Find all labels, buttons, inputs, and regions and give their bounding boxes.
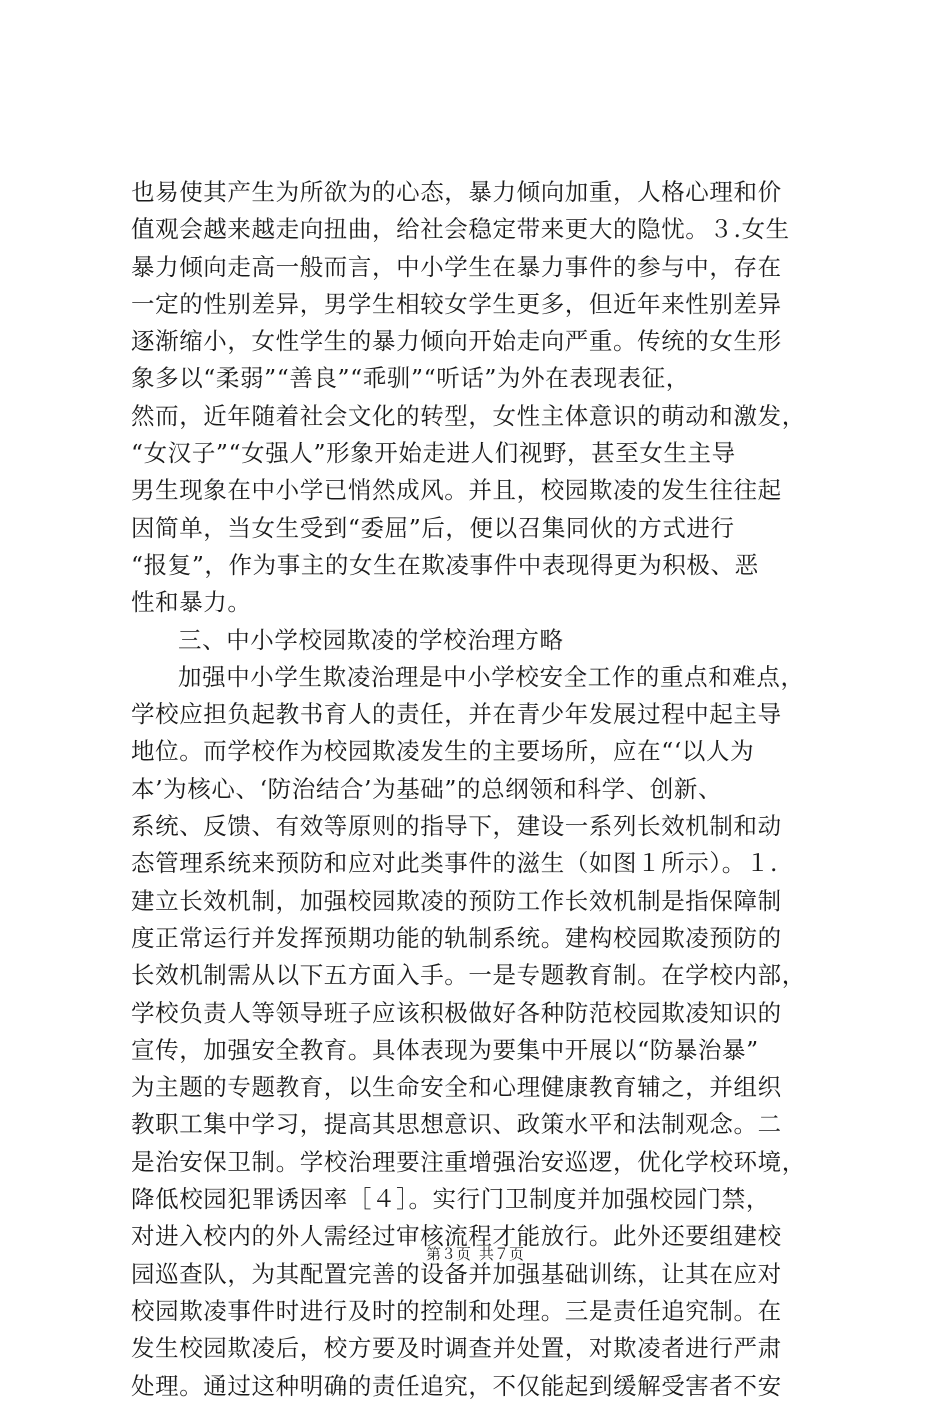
- text-line: 性和暴力。: [131, 588, 252, 617]
- text-line: 加强中小学生欺凌治理是中小学校安全工作的重点和难点，: [178, 662, 805, 691]
- text-line: 发生校园欺凌后，校方要及时调查并处置，对欺凌者进行严肃: [131, 1334, 782, 1363]
- text-line: 是治安保卫制。学校治理要注重增强治安巡逻，优化学校环境，: [131, 1147, 806, 1176]
- text-line: 因简单，当女生受到“委屈”后，便以召集同伙的方式进行: [131, 513, 735, 542]
- text-line: 象多以“柔弱”“善良”“乖驯”“听话”为外在表现表征，: [131, 364, 690, 393]
- text-line: “报复”，作为事主的女生在欺凌事件中表现得更为积极、恶: [131, 550, 759, 579]
- text-line: 校园欺凌事件时进行及时的控制和处理。三是责任追究制。在: [131, 1296, 782, 1325]
- text-line: 逐渐缩小，女性学生的暴力倾向开始走向严重。传统的女生形: [131, 327, 782, 356]
- text-line: “女汉子”“女强人”形象开始走进人们视野，甚至女生主导: [131, 439, 736, 468]
- text-line: 处理。通过这种明确的责任追究，不仅能起到缓解受害者不安: [131, 1371, 782, 1400]
- text-line: 对进入校内的外人需经过审核流程才能放行。此外还要组建校: [131, 1222, 782, 1251]
- text-line: 为主题的专题教育，以生命安全和心理健康教育辅之，并组织: [131, 1073, 782, 1102]
- text-line: 态管理系统来预防和应对此类事件的滋生（如图１所示）。１.: [131, 849, 779, 878]
- text-line: 园巡查队，为其配置完善的设备并加强基础训练，让其在应对: [131, 1259, 782, 1288]
- text-line: 学校应担负起教书育人的责任，并在青少年发展过程中起主导: [131, 700, 782, 729]
- text-line: 男生现象在中小学已悄然成风。并且，校园欺凌的发生往往起: [131, 476, 782, 505]
- text-line: 然而，近年随着社会文化的转型，女性主体意识的萌动和激发，: [131, 401, 806, 430]
- page-total: 共７页: [479, 1245, 525, 1263]
- text-line: 也易使其产生为所欲为的心态，暴力倾向加重，人格心理和价: [131, 178, 782, 206]
- text-line: 度正常运行并发挥预期功能的轨制系统。建构校园欺凌预防的: [131, 923, 782, 952]
- text-line: 学校负责人等领导班子应该积极做好各种防范校园欺凌知识的: [131, 998, 782, 1027]
- text-line: 长效机制需从以下五方面入手。一是专题教育制。在学校内部，: [131, 961, 806, 990]
- section-heading: 三、中小学校园欺凌的学校治理方略: [178, 625, 564, 654]
- text-line: 系统、反馈、有效等原则的指导下，建设一系列长效机制和动: [131, 812, 782, 841]
- text-line: 值观会越来越走向扭曲，给社会稳定带来更大的隐忧。３.女生: [131, 215, 790, 244]
- text-line: 暴力倾向走高一般而言，中小学生在暴力事件的参与中，存在: [131, 252, 782, 281]
- text-line: 教职工集中学习，提高其思想意识、政策水平和法制观念。二: [131, 1110, 782, 1139]
- text-line: 地位。而学校作为校园欺凌发生的主要场所，应在“‘以人为: [131, 737, 755, 766]
- text-line: 宣传，加强安全教育。具体表现为要集中开展以“防暴治暴”: [131, 1035, 759, 1064]
- text-line: 本’为核心、‘防治结合’为基础”的总纲领和科学、创新、: [131, 774, 723, 803]
- page-number: 第３页: [425, 1245, 471, 1263]
- page-footer: [0, 1243, 950, 1264]
- body-text: [131, 174, 831, 1405]
- text-line: 建立长效机制，加强校园欺凌的预防工作长效机制是指保障制: [131, 886, 782, 915]
- text-line: 降低校园犯罪诱因率［４］。实行门卫制度并加强校园门禁，: [131, 1185, 770, 1214]
- text-line: 一定的性别差异，男学生相较女学生更多，但近年来性别差异: [131, 289, 782, 318]
